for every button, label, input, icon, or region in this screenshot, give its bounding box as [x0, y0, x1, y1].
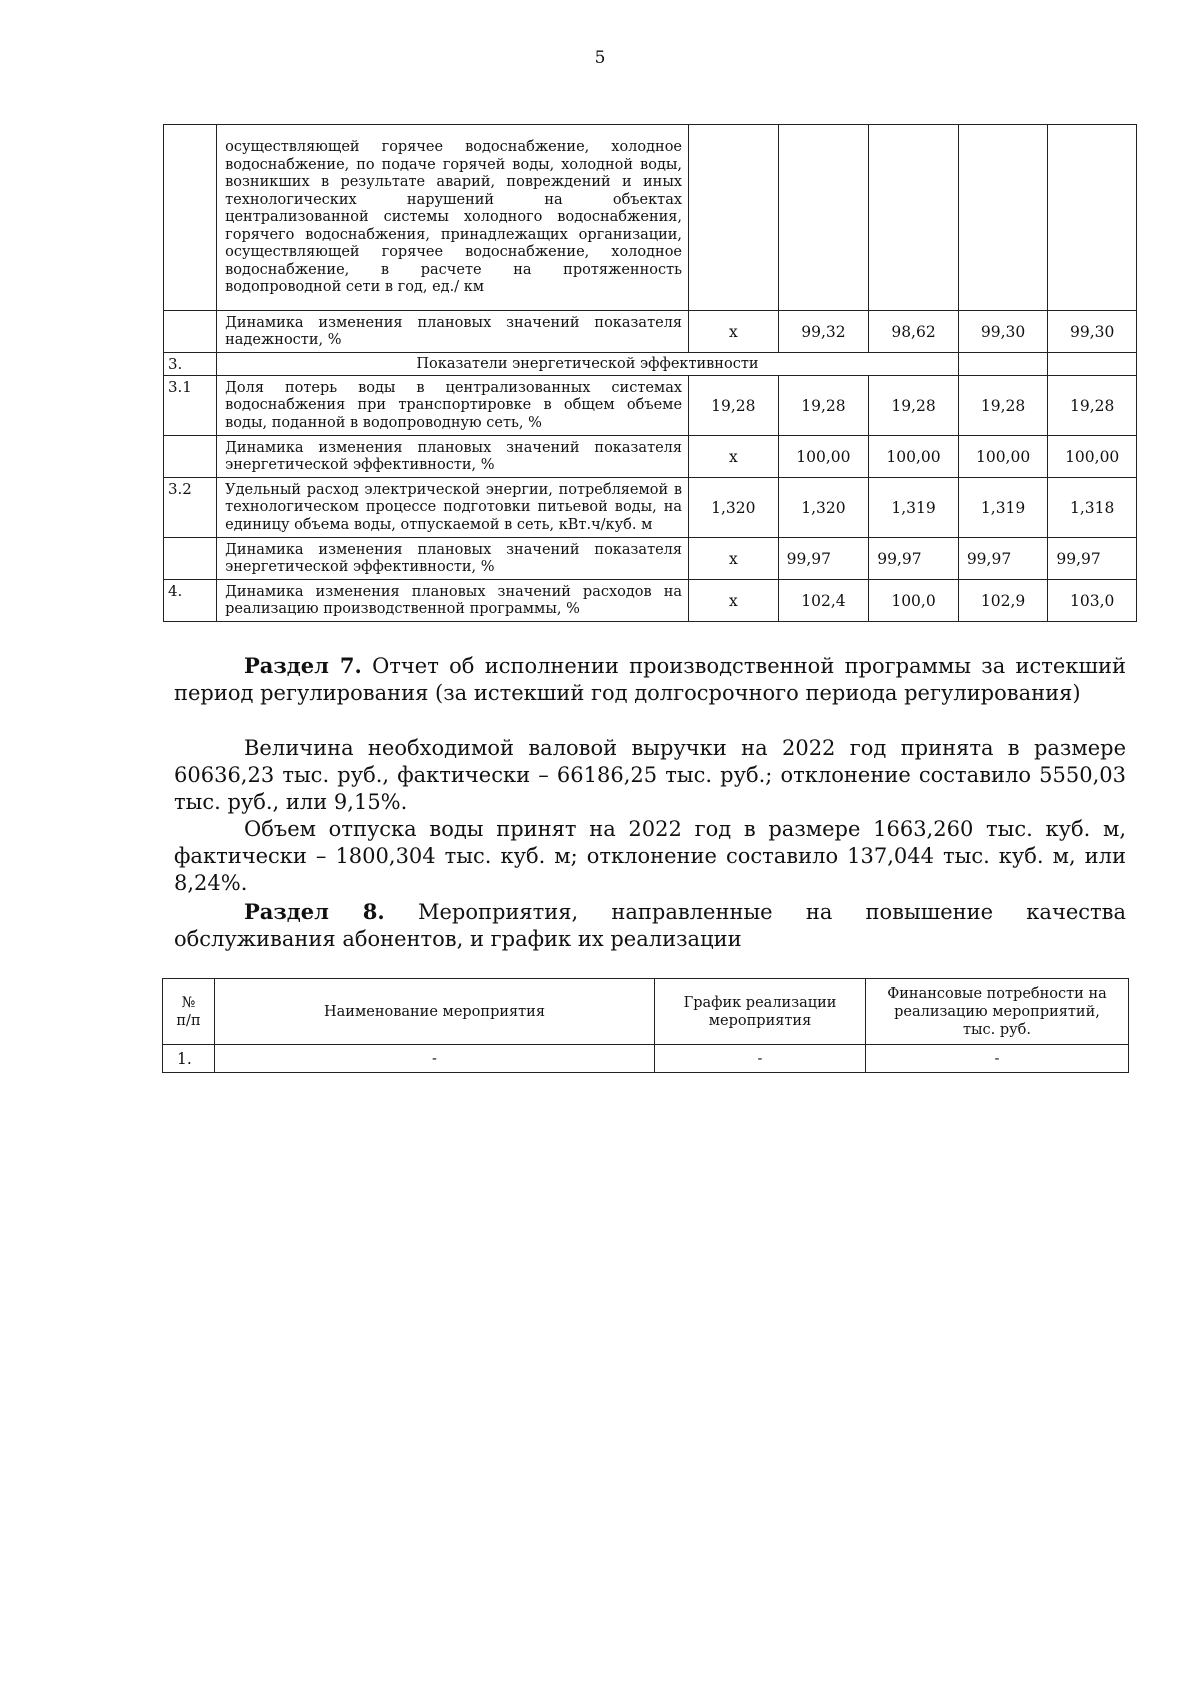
value-cell: 99,30 [958, 311, 1048, 353]
value-cell: x [689, 580, 779, 622]
table-row [164, 311, 1137, 353]
description-line: возникших в результате аварий, повреждений и иных [225, 174, 683, 191]
row-description [217, 125, 689, 311]
value-cell: 1,319 [869, 478, 959, 538]
section-8-heading [174, 898, 1126, 953]
table-row [164, 125, 1137, 311]
section-8-title: Мероприятия, направленные на повышение качества обслуживания абонентов, и график их реализации [174, 900, 1126, 951]
table-row [164, 376, 1137, 436]
value-cell: 19,28 [958, 376, 1048, 436]
header-name: Наименование мероприятия [215, 979, 655, 1045]
value-cell: 103,0 [1048, 580, 1137, 622]
value-cell: 19,28 [689, 376, 779, 436]
section-7-title: Отчет об исполнении производственной программы за истекший период регулирования (за истекший год долгосрочного периода регулирования) [174, 654, 1126, 705]
row-description: Доля потерь воды в централизованных системах водоснабжения при транспортировке в общем объеме воды, поданной в водопроводную сеть, % [217, 376, 689, 436]
row-description: Динамика изменения плановых значений показателя энергетической эффективности, % [217, 538, 689, 580]
row-number-cell [164, 125, 217, 311]
row-number: 1. [163, 1045, 215, 1073]
table-row [164, 538, 1137, 580]
value-cell [689, 125, 779, 311]
value-cell [958, 125, 1048, 311]
row-number: 3. [164, 353, 217, 376]
value-cell: x [689, 311, 779, 353]
description-line: осуществляющей горячее водоснабжение, холодное [225, 139, 683, 156]
value-cell: 100,00 [1048, 436, 1137, 478]
row-number: 4. [164, 580, 217, 622]
value-cell: 98,62 [869, 311, 959, 353]
value-cell: 99,97 [958, 538, 1048, 580]
header-schedule: График реализации мероприятия [655, 979, 866, 1045]
table-row [163, 1045, 1129, 1073]
description-line: централизованной системы холодного водоснабжения, [225, 209, 683, 226]
value-cell: 1,318 [1048, 478, 1137, 538]
description-line: водоснабжение, в расчете на протяженность [225, 261, 683, 278]
measure-schedule: - [655, 1045, 866, 1073]
row-number: 3.1 [164, 376, 217, 436]
value-cell: 1,319 [958, 478, 1048, 538]
value-cell: 99,30 [1048, 311, 1137, 353]
indicators-table [163, 124, 1137, 622]
value-cell: 99,97 [778, 538, 869, 580]
measure-finance: - [866, 1045, 1129, 1073]
value-cell: 19,28 [778, 376, 869, 436]
table-row [164, 436, 1137, 478]
table-row [164, 478, 1137, 538]
row-description: Удельный расход электрической энергии, потребляемой в технологическом процессе подготовки питьевой воды, на единицу объема воды, отпускаемой в сеть, кВт.ч/куб. м [217, 478, 689, 538]
value-cell: 100,00 [778, 436, 869, 478]
header-num: № п/п [163, 979, 215, 1045]
row-description: Динамика изменения плановых значений показателя надежности, % [217, 311, 689, 353]
value-cell [869, 125, 959, 311]
value-cell: 19,28 [1048, 376, 1137, 436]
measure-name: - [215, 1045, 655, 1073]
section-7-paragraph-2: Объем отпуска воды принят на 2022 год в размере 1663,260 тыс. куб. м, фактически – 1800,304 тыс. куб. м; отклонение составило 137,044 тыс. куб. м, или 8,24%. [174, 817, 1126, 895]
section-7-paragraph-1: Величина необходимой валовой выручки на 2022 год принята в размере 60636,23 тыс. руб., фактически – 66186,25 тыс. руб.; отклонение составило 5550,03 тыс. руб., или 9,15%. [174, 736, 1126, 814]
description-line: водоснабжение, по подаче горячей воды, холодной воды, [225, 156, 683, 173]
description-line: осуществляющей горячее водоснабжение, холодное [225, 244, 683, 261]
value-cell: 100,00 [958, 436, 1048, 478]
value-cell: 99,32 [778, 311, 869, 353]
row-number: 3.2 [164, 478, 217, 538]
row-description: Динамика изменения плановых значений расходов на реализацию производственной программы, % [217, 580, 689, 622]
description-line: водопроводной сети в год, ед./ км [225, 279, 485, 296]
value-cell: 102,4 [778, 580, 869, 622]
section-header-row [164, 353, 1137, 376]
table-header-row [163, 979, 1129, 1045]
page-number: 5 [594, 48, 606, 68]
description-line: горячего водоснабжения, принадлежащих организации, [225, 226, 683, 243]
section-7-heading [174, 652, 1126, 707]
header-finance: Финансовые потребности на реализацию мероприятий, тыс. руб. [866, 979, 1129, 1045]
value-cell: 99,97 [1048, 538, 1137, 580]
section-8-label: Раздел 8. [244, 899, 385, 924]
row-description: Динамика изменения плановых значений показателя энергетической эффективности, % [217, 436, 689, 478]
value-cell [778, 125, 869, 311]
value-cell: 102,9 [958, 580, 1048, 622]
value-cell: 1,320 [778, 478, 869, 538]
value-cell: 1,320 [689, 478, 779, 538]
section-7-label: Раздел 7. [244, 653, 362, 678]
value-cell: 100,00 [869, 436, 959, 478]
section-header: Показатели энергетической эффективности [217, 353, 959, 376]
value-cell: 100,0 [869, 580, 959, 622]
value-cell: 99,97 [869, 538, 959, 580]
measures-table [162, 978, 1129, 1073]
value-cell: 19,28 [869, 376, 959, 436]
table-row [164, 580, 1137, 622]
value-cell: x [689, 436, 779, 478]
value-cell [1048, 125, 1137, 311]
value-cell: x [689, 538, 779, 580]
description-line: технологических нарушений на объектах [225, 191, 683, 208]
